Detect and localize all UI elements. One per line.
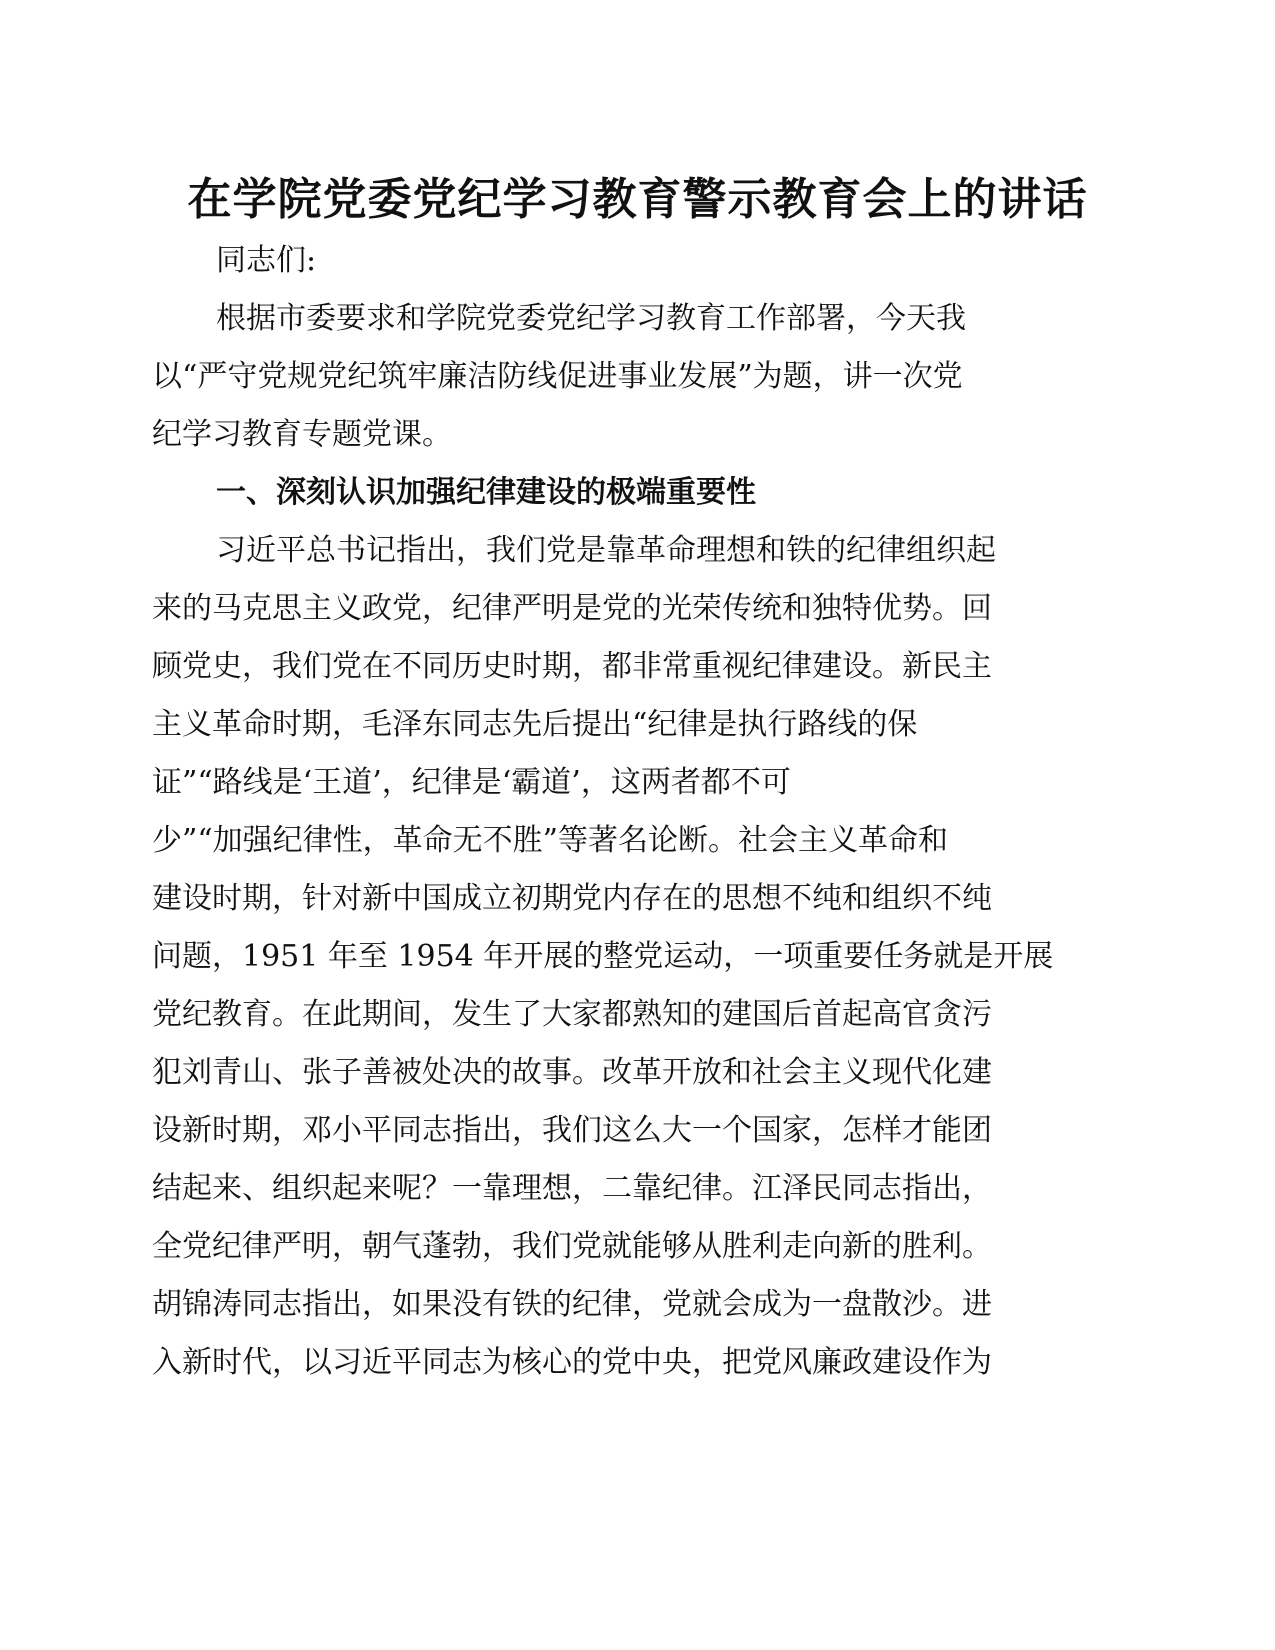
intro-line: 根据市委要求和学院党委党纪学习教育工作部署，今天我 [216, 301, 966, 336]
salutation: 同志们: [216, 243, 317, 278]
document-body [152, 232, 1092, 1392]
paragraph-line: 来的马克思主义政党，纪律严明是党的光荣传统和独特优势。回 [152, 591, 992, 626]
section-heading: 一、深刻认识加强纪律建设的极端重要性 [216, 475, 756, 510]
paragraph-line: 入新时代，以习近平同志为核心的党中央，把党风廉政建设作为 [152, 1345, 992, 1380]
document-title: 在学院党委党纪学习教育警示教育会上的讲话 [187, 174, 1088, 225]
intro-line: 以“严守党规党纪筑牢廉洁防线促进事业发展”为题，讲一次党 [152, 359, 963, 394]
paragraph-line: 问题，1951 年至 1954 年开展的整党运动，一项重要任务就是开展 [152, 939, 1054, 974]
paragraph-line: 主义革命时期，毛泽东同志先后提出“纪律是执行路线的保 [152, 707, 918, 742]
paragraph-line: 顾党史，我们党在不同历史时期，都非常重视纪律建设。新民主 [152, 649, 992, 684]
paragraph-line: 证”“路线是‘王道’，纪律是‘霸道’，这两者都不可 [152, 765, 791, 800]
paragraph-line: 建设时期，针对新中国成立初期党内存在的思想不纯和组织不纯 [152, 881, 992, 916]
paragraph-line: 全党纪律严明，朝气蓬勃，我们党就能够从胜利走向新的胜利。 [152, 1229, 992, 1264]
paragraph-line: 党纪教育。在此期间，发生了大家都熟知的建国后首起高官贪污 [152, 997, 992, 1032]
intro-line: 纪学习教育专题党课。 [152, 417, 452, 452]
paragraph-line: 犯刘青山、张子善被处决的故事。改革开放和社会主义现代化建 [152, 1055, 992, 1090]
paragraph-line: 胡锦涛同志指出，如果没有铁的纪律，党就会成为一盘散沙。进 [152, 1287, 992, 1322]
paragraph-line: 习近平总书记指出，我们党是靠革命理想和铁的纪律组织起 [216, 533, 996, 568]
paragraph-line: 少”“加强纪律性，革命无不胜”等著名论断。社会主义革命和 [152, 823, 949, 858]
paragraph-line: 设新时期，邓小平同志指出，我们这么大一个国家，怎样才能团 [152, 1113, 992, 1148]
paragraph-line: 结起来、组织起来呢？一靠理想，二靠纪律。江泽民同志指出， [152, 1171, 992, 1206]
